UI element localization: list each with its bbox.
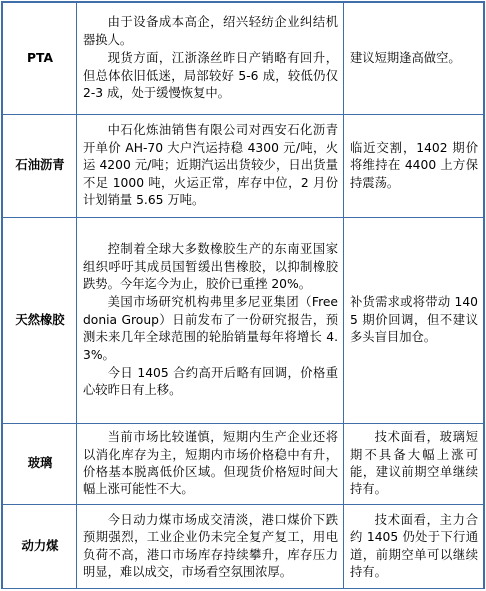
news-paragraph: 今日 1405 合约高开后略有回调，价格重心较昨日有上移。 xyxy=(83,366,338,398)
news-paragraph: 中石化炼油销售有限公司对西安石化沥青开单价 AH-70 大户汽运持稳 4300 元/吨，火运 4200 元/吨；近期汽运出货较少，日出货量不足 1000 吨，火运正常，库存中位，2 月份计划销量 5.65 万吨。 xyxy=(83,123,338,208)
commodity-name-cell: 动力煤 xyxy=(3,505,77,589)
news-paragraph: 控制着全球大多数橡胶生产的东南亚国家组织呼吁其成员国暂缓出售橡胶，以抑制橡胶跌势。今年迄今为止，胶价已重挫 20%。 xyxy=(83,242,338,291)
commodity-table xyxy=(2,2,484,589)
table-row-thermal-coal xyxy=(3,505,484,589)
market-news-cell xyxy=(77,115,344,218)
advice-text: 建议短期逢高做空。 xyxy=(350,50,461,65)
trading-advice-cell xyxy=(344,424,484,505)
news-paragraph: 美国市场研究机构弗里多尼亚集团（Freedonia Group）日前发布了一份研究报告，预测未来几年全球范围的轮胎销量每年将增长 4.3%。 xyxy=(83,295,338,362)
commodity-name-cell: 玻璃 xyxy=(3,424,77,505)
news-paragraph: 当前市场比较谨慎，短期内生产企业还将以消化库存为主，短期内市场价格稳中有升，价格基本脱离低价区域。但现货价格短时间大幅上涨可能性不大。 xyxy=(83,430,338,497)
commodity-name-cell: 石油沥青 xyxy=(3,115,77,218)
trading-advice-cell xyxy=(344,505,484,589)
table-row-asphalt xyxy=(3,115,484,218)
commodity-name-cell: PTA xyxy=(3,3,77,115)
commodity-name-cell: 天然橡胶 xyxy=(3,218,77,424)
commodity-report-sheet xyxy=(1,1,485,589)
table-row-glass xyxy=(3,424,484,505)
market-news-cell xyxy=(77,218,344,424)
news-paragraph: 由于设备成本高企，绍兴轻纺企业纠结机器换人。 xyxy=(83,15,338,47)
advice-text: 技术面看，主力合约 1405 仍处于下行通道，前期空单可以继续持有。 xyxy=(350,512,478,579)
trading-advice-cell xyxy=(344,3,484,115)
news-paragraph: 现货方面，江浙涤丝昨日产销略有回升，但总体依旧低迷，局部较好 5-6 成，较低仍仅 2-3 成，处于缓慢恢复中。 xyxy=(83,51,338,101)
trading-advice-cell xyxy=(344,115,484,218)
advice-text: 临近交割，1402 期价将维持在 4400 上方保持震荡。 xyxy=(350,140,478,190)
advice-text: 补货需求或将带动 1405 期价回调，但不建议多头盲目加仓。 xyxy=(350,295,478,345)
table-row-pta xyxy=(3,3,484,115)
table-row-natural-rubber xyxy=(3,218,484,424)
market-news-cell xyxy=(77,424,344,505)
advice-text: 技术面看，玻璃短期不具备大幅上涨可能，建议前期空单继续持有。 xyxy=(350,430,478,497)
news-paragraph: 今日动力煤市场成交清淡，港口煤价下跌预期强烈，工业企业仍未完全复产复工，用电负荷不高，港口市场库存持续攀升，库存压力明显，难以成交，市场看空氛围浓厚。 xyxy=(83,512,338,579)
trading-advice-cell xyxy=(344,218,484,424)
market-news-cell xyxy=(77,3,344,115)
market-news-cell xyxy=(77,505,344,589)
